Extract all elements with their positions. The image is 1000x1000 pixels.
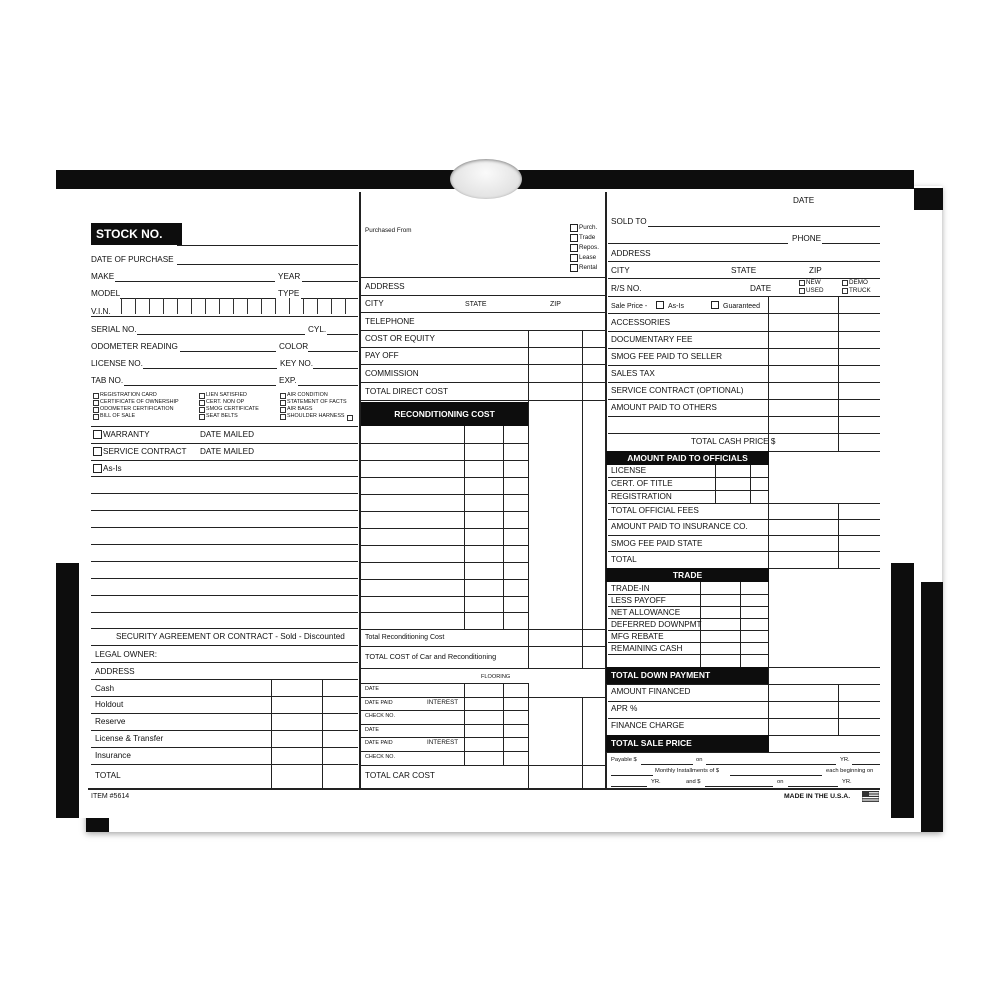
cert-non-op-checkbox[interactable] xyxy=(199,400,205,406)
monthly-installments-label: Monthly Installments of $ xyxy=(655,768,720,774)
floor-date-label: DATE xyxy=(365,686,379,692)
commission-label: COMMISSION xyxy=(365,369,419,378)
rule-total-recon xyxy=(361,646,605,647)
year-label: YEAR xyxy=(278,272,301,281)
rule-doc-fee xyxy=(608,348,880,349)
note-line[interactable] xyxy=(91,544,358,545)
thumb-cut xyxy=(450,159,522,199)
sold-to-field[interactable] xyxy=(648,226,880,227)
total-down-payment-header: TOTAL DOWN PAYMENT xyxy=(606,667,769,684)
final-yr-label: YR. xyxy=(842,779,852,785)
certificate-ownership-label: CERTIFICATE OF OWNERSHIP xyxy=(100,399,179,405)
rental-label: Rental xyxy=(579,264,598,271)
serial-no-label: SERIAL NO. xyxy=(91,325,137,334)
rule-net-allowance xyxy=(608,618,768,619)
rule-reserve xyxy=(91,730,358,731)
stock-no-field[interactable] xyxy=(177,245,358,246)
floor-date-paid-label: DATE PAID xyxy=(365,700,393,706)
trade-col-c xyxy=(768,582,769,667)
sale-address-label: ADDRESS xyxy=(611,249,651,258)
note-line[interactable] xyxy=(91,493,358,494)
sale-zip-label: ZIP xyxy=(809,266,822,275)
demo-label: DEMO xyxy=(849,279,868,286)
license-transfer-label: License & Transfer xyxy=(95,734,164,743)
purchase-address-label: ADDRESS xyxy=(365,282,405,291)
make-field[interactable] xyxy=(115,281,275,282)
rule-smog-state xyxy=(608,551,880,552)
odometer-cert-label: ODOMETER CERTIFICATION xyxy=(100,406,174,412)
truck-label: TRUCK xyxy=(849,287,871,294)
smog-fee-state-label: SMOG FEE PAID STATE xyxy=(611,539,703,548)
rule-docs xyxy=(91,426,358,427)
note-line[interactable] xyxy=(91,561,358,562)
vin-label: V.I.N. xyxy=(91,307,111,316)
date-of-purchase-field[interactable] xyxy=(177,264,358,265)
seat-belts-checkbox[interactable] xyxy=(199,414,205,420)
recon-line[interactable] xyxy=(361,579,528,580)
rule-sale-address xyxy=(608,261,880,262)
trade-label: Trade xyxy=(579,234,596,241)
finance-charge-label: FINANCE CHARGE xyxy=(611,721,685,730)
total-direct-cost-label: TOTAL DIRECT COST xyxy=(365,387,448,396)
rule-mfg-rebate xyxy=(608,642,768,643)
total-car-cost-label: TOTAL CAR COST xyxy=(365,771,435,780)
sales-tax-label: SALES TAX xyxy=(611,369,655,378)
divider-2 xyxy=(605,192,607,788)
recon-line[interactable] xyxy=(361,612,528,613)
note-line[interactable] xyxy=(91,527,358,528)
rule-accessories xyxy=(608,331,880,332)
purchase-state-label: STATE xyxy=(465,301,487,308)
rule-blank-price xyxy=(608,433,880,434)
warranty-checkbox[interactable] xyxy=(93,430,102,439)
rule-sales-tax xyxy=(608,382,880,383)
total-cost-label: TOTAL COST of Car and Reconditioning xyxy=(365,652,497,661)
exp-field[interactable] xyxy=(298,385,358,386)
rule-floor-date2 xyxy=(361,737,528,738)
rule-floor-datepaid xyxy=(361,710,528,711)
payable-yr-label: YR. xyxy=(840,757,850,763)
recon-line[interactable] xyxy=(361,443,528,444)
back-top-band xyxy=(914,188,943,210)
sale-city-label: CITY xyxy=(611,266,630,275)
purchase-city-label: CITY xyxy=(365,299,384,308)
cert-of-title-label: CERT. OF TITLE xyxy=(611,479,673,488)
amount-paid-others-label: AMOUNT PAID TO OTHERS xyxy=(611,403,717,412)
sale-state-label: STATE xyxy=(731,266,757,275)
model-label: MODEL xyxy=(91,289,121,298)
rule-floor-end xyxy=(361,765,605,766)
final-on-field[interactable] xyxy=(788,786,838,787)
rule-payoff xyxy=(361,364,605,365)
demo-checkbox[interactable] xyxy=(842,280,848,286)
rule-trade-in xyxy=(608,594,768,595)
purchased-from-label: Purchased From xyxy=(365,227,412,234)
rental-checkbox[interactable] xyxy=(570,264,578,272)
rule-floor-check xyxy=(361,724,528,725)
mfg-rebate-label: MFG REBATE xyxy=(611,632,664,641)
license-fee-label: LICENSE xyxy=(611,466,647,475)
rule-security xyxy=(91,645,358,646)
total-sale-price-header: TOTAL SALE PRICE xyxy=(606,735,769,752)
recon-line[interactable] xyxy=(361,477,528,478)
floor-interest-label: INTEREST xyxy=(427,699,459,706)
cost-col-a xyxy=(528,330,529,400)
finance-col-b xyxy=(838,684,839,735)
officials-col-c xyxy=(768,465,769,503)
sheet-left-margin xyxy=(56,189,79,563)
insurance-label: Insurance xyxy=(95,751,131,760)
shoulder-harness-checkbox-left[interactable] xyxy=(280,414,286,420)
rule-insurance xyxy=(91,764,358,765)
item-number: ITEM #5614 xyxy=(91,793,130,800)
rule-floor-right xyxy=(528,697,605,698)
sheet-right-margin xyxy=(891,189,914,563)
odometer-cert-checkbox[interactable] xyxy=(93,407,99,413)
key-no-label: KEY NO. xyxy=(280,359,314,368)
key-no-field[interactable] xyxy=(313,368,358,369)
cost-or-equity-label: COST OR EQUITY xyxy=(365,334,435,343)
shoulder-harness-label: SHOULDER HARNESS xyxy=(287,413,345,419)
installment-amount-field[interactable] xyxy=(730,775,822,776)
tab-no-field[interactable] xyxy=(124,385,276,386)
phone-label: PHONE xyxy=(792,234,822,243)
service-contract-checkbox[interactable] xyxy=(93,447,102,456)
back-right-band xyxy=(921,582,943,832)
rule-direct-cost xyxy=(361,400,605,401)
trade-header: TRADE xyxy=(606,568,769,582)
sale-date-label: DATE xyxy=(793,196,815,205)
installment-yr-label: YR. xyxy=(651,779,661,785)
net-allowance-label: NET ALLOWANCE xyxy=(611,608,681,617)
beginning-date-field[interactable] xyxy=(611,786,647,787)
lien-satisfied-checkbox[interactable] xyxy=(199,393,205,399)
rule-official-fees xyxy=(608,519,880,520)
rule-purchase-city xyxy=(361,312,605,313)
rule-apr xyxy=(608,718,880,719)
pay-off-label: PAY OFF xyxy=(365,351,399,360)
rule-insurance-co xyxy=(608,535,880,536)
sold-to-label: SOLD TO xyxy=(611,217,647,226)
payable-yr-field[interactable] xyxy=(852,764,880,765)
seat-belts-label: SEAT BELTS xyxy=(206,413,238,419)
service-date-mailed-label: DATE MAILED xyxy=(200,447,254,456)
smog-fee-seller-label: SMOG FEE PAID TO SELLER xyxy=(611,352,723,361)
made-in-usa-label: MADE IN THE U.S.A. xyxy=(784,793,851,800)
rule-floor-datepaid2 xyxy=(361,751,528,752)
service-contract-optional-label: SERVICE CONTRACT (OPTIONAL) xyxy=(611,386,744,395)
payable-on-label: on xyxy=(696,757,703,763)
rule-smog-seller xyxy=(608,365,880,366)
vin-underline xyxy=(91,316,358,317)
price-col-a xyxy=(768,296,769,451)
holdout-label: Holdout xyxy=(95,700,124,709)
rule-purchase-address xyxy=(361,295,605,296)
registration-card-checkbox[interactable] xyxy=(93,393,99,399)
rule-cert-title xyxy=(608,490,768,491)
rule-rs xyxy=(608,296,880,297)
rule-total-sale xyxy=(606,752,880,753)
us-flag-icon xyxy=(862,791,879,802)
vin-boxes[interactable] xyxy=(121,298,358,315)
date-of-purchase-label: DATE OF PURCHASE xyxy=(91,255,174,264)
tab-no-label: TAB NO. xyxy=(91,376,124,385)
new-checkbox[interactable] xyxy=(799,280,805,286)
and-label: and $ xyxy=(686,779,701,785)
repos-label: Repos. xyxy=(579,244,599,251)
rule-sale-city xyxy=(608,278,880,279)
smog-cert-checkbox[interactable] xyxy=(199,407,205,413)
used-label: USED xyxy=(806,287,824,294)
recon-col-d xyxy=(582,400,583,668)
purchase-zip-label: ZIP xyxy=(550,301,561,308)
bill-of-sale-checkbox[interactable] xyxy=(93,414,99,420)
divider-1 xyxy=(359,192,361,788)
rule-paid-others xyxy=(608,416,880,417)
lease-label: Lease xyxy=(579,254,597,261)
rule-total-cost xyxy=(361,668,605,669)
rule-registration xyxy=(608,503,880,504)
color-field[interactable] xyxy=(308,351,358,352)
payable-on-field[interactable] xyxy=(706,764,836,765)
remaining-cash-label: REMAINING CASH xyxy=(611,644,683,653)
fees-total-label: TOTAL xyxy=(611,555,637,564)
total-reconditioning-label: Total Reconditioning Cost xyxy=(365,634,445,641)
smog-cert-label: SMOG CERTIFICATE xyxy=(206,406,259,412)
price-col-b xyxy=(838,296,839,451)
rule-holdout xyxy=(91,713,358,714)
license-no-field[interactable] xyxy=(143,368,277,369)
floor-date-paid2-label: DATE PAID xyxy=(365,740,393,746)
used-checkbox[interactable] xyxy=(799,288,805,294)
note-line[interactable] xyxy=(91,510,358,511)
payable-field[interactable] xyxy=(641,764,693,765)
registration-label: REGISTRATION xyxy=(611,492,672,501)
note-line[interactable] xyxy=(91,578,358,579)
cyl-field[interactable] xyxy=(327,334,358,335)
right-band-front xyxy=(891,563,914,818)
recon-line[interactable] xyxy=(361,596,528,597)
total-cash-price-label: TOTAL CASH PRICE $ xyxy=(691,437,776,446)
security-address-label: ADDRESS xyxy=(95,667,135,676)
final-amount-field[interactable] xyxy=(705,786,773,787)
flooring-label: FLOORING xyxy=(481,674,511,680)
floor-col-d xyxy=(582,697,583,788)
phone-field[interactable] xyxy=(822,243,880,244)
officials-col-a xyxy=(715,465,716,503)
rule-floor-date xyxy=(361,697,528,698)
floor-check-no-label: CHECK NO. xyxy=(365,713,395,719)
officials-col-b xyxy=(750,465,751,503)
warranty-label: WARRANTY xyxy=(103,430,150,439)
apr-label: APR % xyxy=(611,704,638,713)
rule-telephone xyxy=(361,330,605,331)
rule-recon-end xyxy=(361,629,605,630)
telephone-label: TELEPHONE xyxy=(365,317,415,326)
legal-owner-label: LEGAL OWNER: xyxy=(95,650,158,659)
recon-line[interactable] xyxy=(361,494,528,495)
rs-date-label: DATE xyxy=(750,284,772,293)
exp-label: EXP. xyxy=(279,376,297,385)
cash-label: Cash xyxy=(95,684,115,693)
each-beginning-label: each beginning on xyxy=(826,768,874,774)
odometer-field[interactable] xyxy=(180,351,276,352)
type-label: TYPE xyxy=(278,289,300,298)
cost-col-b xyxy=(582,330,583,400)
security-total-label: TOTAL xyxy=(95,771,121,780)
security-agreement-title: SECURITY AGREEMENT OR CONTRACT - Sold - Discounted xyxy=(116,632,345,641)
rule-cost xyxy=(361,347,605,348)
sold-to-line-2[interactable] xyxy=(608,243,788,244)
rule-service xyxy=(91,460,358,461)
recon-line[interactable] xyxy=(361,511,528,512)
note-line[interactable] xyxy=(91,612,358,613)
rs-no-label: R/S NO. xyxy=(611,284,642,293)
installments-count-field[interactable] xyxy=(611,775,653,776)
air-bags-label: AIR BAGS xyxy=(287,406,313,412)
purch-label: Purch. xyxy=(579,224,598,231)
statement-facts-label: STATEMENT OF FACTS xyxy=(287,399,347,405)
floor-date2-label: DATE xyxy=(365,727,379,733)
rule-less-payoff xyxy=(608,606,768,607)
guaranteed-checkbox[interactable] xyxy=(711,301,719,309)
recon-line[interactable] xyxy=(361,562,528,563)
rule-remaining-cash xyxy=(608,654,768,655)
rule-deferred xyxy=(608,630,768,631)
air-bags-checkbox[interactable] xyxy=(280,407,286,413)
lease-checkbox[interactable] xyxy=(570,254,578,262)
rule-commission xyxy=(361,382,605,383)
new-label: NEW xyxy=(806,279,821,286)
recon-col-c xyxy=(528,400,529,668)
service-contract-label: SERVICE CONTRACT xyxy=(103,447,187,456)
warranty-date-mailed-label: DATE MAILED xyxy=(200,430,254,439)
air-condition-label: AIR CONDITION xyxy=(287,392,328,398)
rule-legal-owner xyxy=(91,662,358,663)
note-line[interactable] xyxy=(91,628,358,629)
rule-down-payment xyxy=(606,684,880,685)
deferred-downpmt-label: DEFERRED DOWNPMT xyxy=(611,620,702,629)
final-on-label: on xyxy=(777,779,784,785)
trade-in-label: TRADE-IN xyxy=(611,584,650,593)
registration-card-label: REGISTRATION CARD xyxy=(100,392,157,398)
reconditioning-cost-header: RECONDITIONING COST xyxy=(361,402,528,426)
rule-license-fee xyxy=(608,477,768,478)
rule-license-transfer xyxy=(91,747,358,748)
stock-no-label: STOCK NO. xyxy=(91,223,182,245)
amount-paid-insurance-label: AMOUNT PAID TO INSURANCE CO. xyxy=(611,522,748,531)
cyl-label: CYL. xyxy=(308,325,327,334)
odometer-label: ODOMETER READING xyxy=(91,342,178,351)
floor-check-no2-label: CHECK NO. xyxy=(365,754,395,760)
year-field[interactable] xyxy=(302,281,358,282)
color-label: COLOR xyxy=(279,342,309,351)
floor-interest2-label: INTEREST xyxy=(427,739,459,746)
sale-as-is-label: As-Is xyxy=(668,303,684,310)
left-band-front xyxy=(56,563,79,818)
sale-price-label: Sale Price - xyxy=(611,303,648,310)
guaranteed-label: Guaranteed xyxy=(723,303,760,310)
cert-non-op-label: CERT. NON OP xyxy=(206,399,245,405)
as-is-checkbox[interactable] xyxy=(93,464,102,473)
shoulder-harness-checkbox[interactable] xyxy=(347,415,353,421)
license-no-label: LICENSE NO. xyxy=(91,359,143,368)
trade-checkbox[interactable] xyxy=(570,234,578,242)
serial-no-field[interactable] xyxy=(137,334,305,335)
amount-financed-label: AMOUNT FINANCED xyxy=(611,687,691,696)
rule-sale-price xyxy=(608,313,880,314)
rule-purchase xyxy=(361,277,605,278)
truck-checkbox[interactable] xyxy=(842,288,848,294)
rule-security-address xyxy=(91,679,358,680)
recon-line[interactable] xyxy=(361,460,528,461)
certificate-ownership-checkbox[interactable] xyxy=(93,400,99,406)
statement-facts-checkbox[interactable] xyxy=(280,400,286,406)
lien-satisfied-label: LIEN SATISFIED xyxy=(206,392,247,398)
air-condition-checkbox[interactable] xyxy=(280,393,286,399)
repos-checkbox[interactable] xyxy=(570,244,578,252)
rule-amount-financed xyxy=(608,701,880,702)
less-payoff-label: LESS PAYOFF xyxy=(611,596,666,605)
accessories-label: ACCESSORIES xyxy=(611,318,671,327)
note-line[interactable] xyxy=(91,476,358,477)
recon-line[interactable] xyxy=(361,528,528,529)
note-line[interactable] xyxy=(91,595,358,596)
make-label: MAKE xyxy=(91,272,115,281)
rule-cash xyxy=(91,696,358,697)
as-is-label: As-Is xyxy=(103,464,122,473)
sale-as-is-checkbox[interactable] xyxy=(656,301,664,309)
bottom-rule xyxy=(88,788,880,790)
total-official-fees-label: TOTAL OFFICIAL FEES xyxy=(611,506,699,515)
documentary-fee-label: DOCUMENTARY FEE xyxy=(611,335,693,344)
rule-service-contract xyxy=(608,399,880,400)
recon-line[interactable] xyxy=(361,545,528,546)
rule-warranty xyxy=(91,443,358,444)
bill-of-sale-label: BILL OF SALE xyxy=(100,413,136,419)
reserve-label: Reserve xyxy=(95,717,126,726)
payable-label: Payable $ xyxy=(611,757,637,763)
amount-paid-officials-header: AMOUNT PAID TO OFFICIALS xyxy=(606,451,769,465)
purch-checkbox[interactable] xyxy=(570,224,578,232)
floor-col-c xyxy=(528,683,529,788)
